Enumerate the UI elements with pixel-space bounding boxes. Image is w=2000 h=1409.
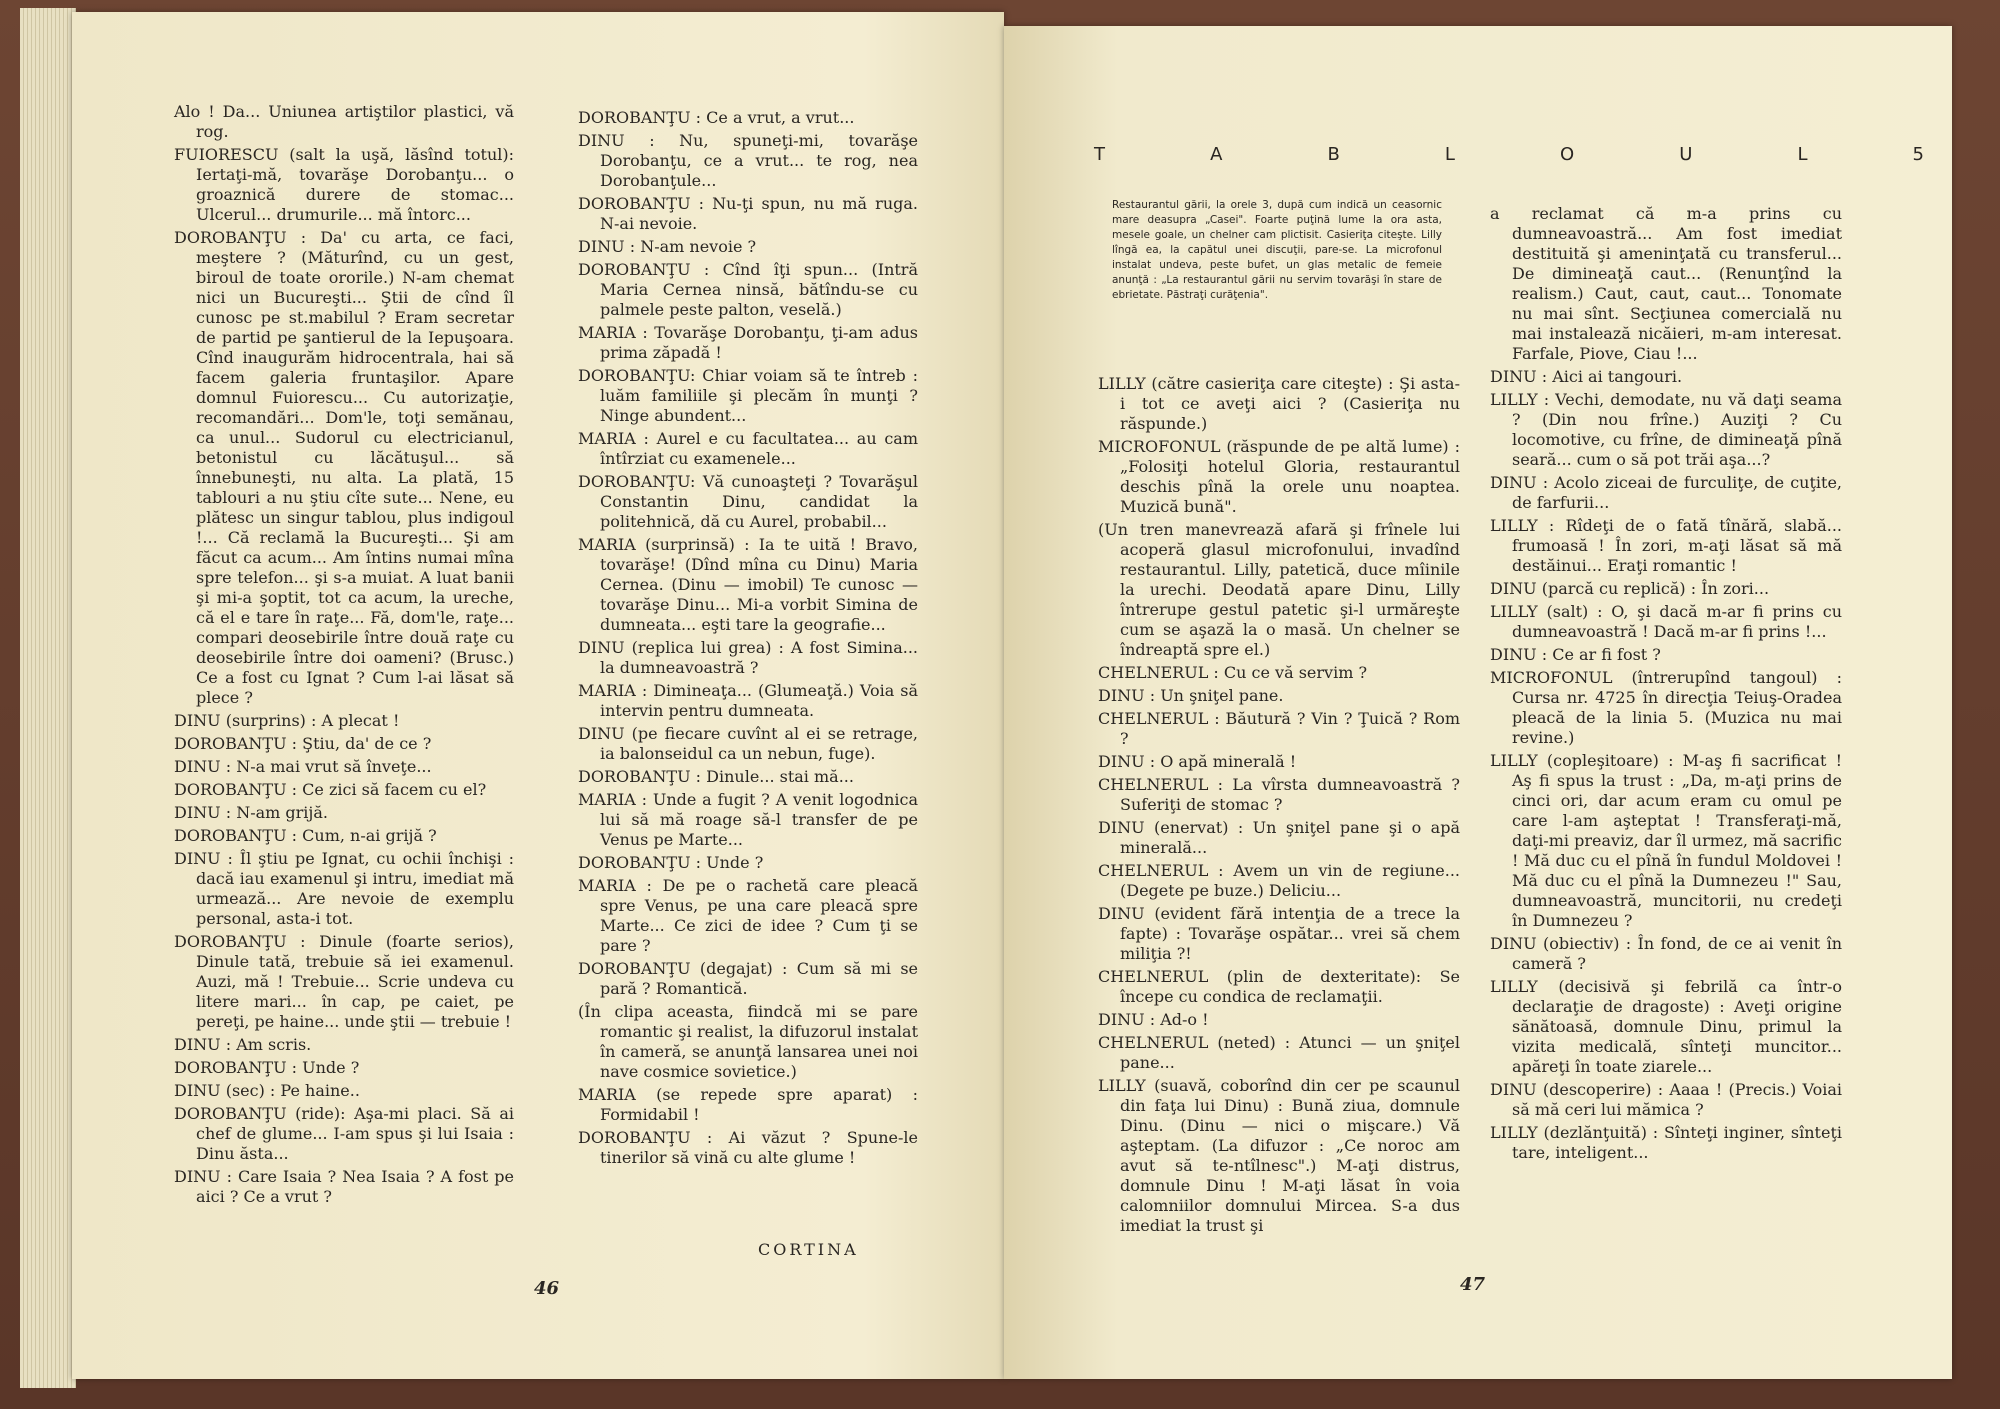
script-line: CHELNERUL (plin de dexteritate): Se începe cu condica de reclamaţii. <box>1098 967 1460 1006</box>
script-line: DOROBANŢU : Dinule (foarte serios), Dinule tată, trebuie să iei examenul. Auzi, mă ! Trebuie... Scrie undeva cu litere mari... în cap, pe caiet, pe pereţi, pe haine... unde ştii — trebuie ! <box>174 932 514 1031</box>
script-line: DOROBANŢU: Vă cunoaşteţi ? Tovarăşul Constantin Dinu, candidat la politehnică, dă cu Aurel, probabil... <box>578 472 918 531</box>
script-line: LILLY (dezlănţuită) : Sînteţi inginer, sînteţi tare, inteligent... <box>1490 1123 1842 1162</box>
right-page <box>1004 26 1952 1379</box>
script-line: CHELNERUL (neted) : Atunci — un şniţel pane... <box>1098 1033 1460 1072</box>
script-line: LILLY (suavă, coborînd din cer pe scaunul din faţa lui Dinu) : Bună ziua, domnule Dinu. (Dinu — nici o mişcare.) Vă aşteptam. (La difuzor : „Ce noroc am avut să te-ntîlnesc".) M-aţi distrus, domnule Dinu ! M-aţi lăsat în voia calomniilor domnului Mircea. S-a dus imediat la trust şi <box>1098 1076 1460 1235</box>
page-number-46: 46 <box>534 1278 560 1299</box>
script-line: DINU : Ad-o ! <box>1098 1010 1209 1029</box>
script-line: MICROFONUL (răspunde de pe altă lume) : „Folosiţi hotelul Gloria, restaurantul deschis pînă la orele unu noaptea. Muzică bună". <box>1098 437 1460 516</box>
script-line: FUIORESCU (salt la uşă, lăsînd totul): Iertaţi-mă, tovarăşe Dorobanţu... o groaznică durere de stomac... Ulcerul... drumurile... mă întorc... <box>174 145 514 224</box>
script-line: MARIA : De pe o rachetă care pleacă spre Venus, pe una care pleacă spre Marte... Ce zici de idee ? Cum ţi se pare ? <box>578 876 918 955</box>
script-line: LILLY : Vechi, demodate, nu vă daţi seama ? (Din nou frîne.) Auziţi ? Cu locomotive, cu frîne, de dimineaţă pînă seară... cum o să pot trăi aşa...? <box>1490 390 1842 469</box>
script-line: DOROBANŢU (ride): Aşa-mi placi. Să ai chef de glume... I-am spus şi lui Isaia : Dinu ăsta... <box>174 1104 514 1163</box>
script-line: DOROBANŢU : Ai văzut ? Spune-le tinerilor să vină cu alte glume ! <box>578 1128 918 1167</box>
script-line: DINU : Ce ar fi fost ? <box>1490 645 1661 664</box>
script-line: DINU : Îl ştiu pe Ignat, cu ochii închişi : dacă iau examenul şi intru, imediat mă urmează... Are nevoie de exemplu personal, asta-i tot. <box>174 849 514 928</box>
left-page <box>72 12 1004 1379</box>
script-line: DINU (replica lui grea) : A fost Simina... la dumneavoastră ? <box>578 638 918 677</box>
script-line: DOROBANŢU : Cînd îţi spun... (Intră Maria Cernea ninsă, bătîndu-se cu palmele peste palton, veselă.) <box>578 260 918 319</box>
script-line: DINU : Nu, spuneţi-mi, tovarăşe Dorobanţu, ce a vrut... te rog, nea Dorobanţule... <box>578 131 918 190</box>
script-line: DOROBANŢU (degajat) : Cum să mi se pară ? Romantică. <box>578 959 918 998</box>
script-line: MARIA : Unde a fugit ? A venit logodnica lui să mă roage să-l transfer de pe Venus pe Marte... <box>578 790 918 849</box>
right-column-1 <box>1098 374 1460 1239</box>
script-line: DINU : Am scris. <box>174 1035 312 1054</box>
left-column-2 <box>578 108 918 1171</box>
page-edges <box>20 8 76 1388</box>
script-line: DINU : Un şniţel pane. <box>1098 686 1284 705</box>
script-line: DINU : N-a mai vrut să înveţe... <box>174 757 432 776</box>
page-number-47: 47 <box>1460 1274 1486 1295</box>
scene-intro: Restaurantul gării, la orele 3, după cum indică un ceasornic mare deasupra „Casei". Foarte puţină lume la ora asta, mesele goale, un chelner cam plictisit. Casieriţa citeşte. Lilly lîngă ea, la capătul unei discuţii, pare-se. La microfonul instalat undeva, peste bufet, un glas metalic de femeie anunţă : „La restaurantul gării nu servim tovarăşi în stare de ebrietate. Păstraţi curăţenia". <box>1112 199 1442 301</box>
tablou-letter: A <box>1210 144 1223 165</box>
script-line: CHELNERUL : Cu ce vă servim ? <box>1098 663 1368 682</box>
script-line: DINU : N-am grijă. <box>174 803 328 822</box>
script-line: (Un tren manevrează afară şi frînele lui acoperă glasul microfonului, invadînd restaurantul. Lilly, patetică, duce mîinile la urechi. Deodată apare Dinu, Lilly întrerupe gestul patetic şi-l urmăreşte cum se aşază la o masă. Un chelner se îndreaptă spre el.) <box>1098 520 1460 659</box>
tablou-letter: 5 <box>1912 144 1924 165</box>
script-line: LILLY (copleşitoare) : M-aş fi sacrificat ! Aş fi spus la trust : „Da, m-aţi prins de cinci ori, dar acum eram cu omul pe care l-am aşteptat ! Transferaţi-mă, daţi-mi preaviz, dar îl urmez, mă sacrific ! Mă duc cu el pînă în fundul Moldovei ! Mă duc cu el pînă la Dumnezeu !" Sau, dumneavoastră, muncitorii, nu credeţi în Dumnezeu ? <box>1490 751 1842 930</box>
script-line: DINU (pe fiecare cuvînt al ei se retrage, ia balonseidul ca un nebun, fuge). <box>578 724 918 763</box>
tablou-letter: U <box>1679 144 1693 165</box>
script-line: DOROBANŢU : Nu-ţi spun, nu mă ruga. N-ai nevoie. <box>578 194 918 233</box>
script-line: DINU (surprins) : A plecat ! <box>174 711 400 730</box>
script-line: DOROBANŢU: Chiar voiam să te întreb : luăm familiile şi plecăm în munţi ? Ninge abundent... <box>578 366 918 425</box>
script-line: a reclamat că m-a prins cu dumneavoastră... Am fost imediat destituită şi ameninţată cu transferul... De dimineaţă caut... (Renunţînd la realism.) Caut, caut, caut... Tonomate nu mai sînt. Secţiunea comercială nu mai instalează nicăieri, m-am interesat. Farfale, Piove, Ciau !... <box>1490 204 1842 363</box>
script-line: DINU (sec) : Pe haine.. <box>174 1081 360 1100</box>
script-line: MARIA : Aurel e cu facultatea... au cam întîrziat cu examenele... <box>578 429 918 468</box>
script-line: DOROBANŢU : Cum, n-ai grijă ? <box>174 826 437 845</box>
script-line: LILLY (către casieriţa care citeşte) : Şi asta-i tot ce aveţi aici ? (Casieriţa nu răspunde.) <box>1098 374 1460 433</box>
tablou-letter: O <box>1559 144 1575 165</box>
script-line: CHELNERUL : Avem un vin de regiune... (Degete pe buze.) Deliciu... <box>1098 861 1460 900</box>
script-line: LILLY (decisivă şi febrilă ca într-o declaraţie de dragoste) : Aveţi origine sănătoasă, domnule Dinu, primul la vizita medicală, sînteţi muncitor... apăreţi în toate ziarele... <box>1490 977 1842 1076</box>
script-line: MARIA (se repede spre aparat) : Formidabil ! <box>578 1085 918 1124</box>
cortina-label: CORTINA <box>758 1240 859 1259</box>
script-line: DOROBANŢU : Ce zici să facem cu el? <box>174 780 487 799</box>
script-line: MARIA : Dimineaţa... (Glumeaţă.) Voia să intervin pentru dumneata. <box>578 681 918 720</box>
script-line: (În clipa aceasta, fiindcă mi se pare romantic şi realist, la difuzorul instalat în cameră, se anunţă lansarea unei noi nave cosmice sovietice.) <box>578 1002 918 1081</box>
script-line: DINU : Care Isaia ? Nea Isaia ? A fost pe aici ? Ce a vrut ? <box>174 1167 514 1206</box>
script-line: DINU (evident fără intenţia de a trece la fapte) : Tovarăşe ospătar... vrei să chem miliţia ?! <box>1098 904 1460 963</box>
left-column-1 <box>174 102 514 1210</box>
tablou-letter: T <box>1094 144 1105 165</box>
script-line: DOROBANŢU : Ce a vrut, a vrut... <box>578 108 855 127</box>
script-line: DOROBANŢU : Ştiu, da' de ce ? <box>174 734 432 753</box>
script-line: DINU : O apă minerală ! <box>1098 752 1297 771</box>
script-line: DINU (parcă cu replică) : În zori... <box>1490 579 1770 598</box>
script-line: CHELNERUL : La vîrsta dumneavoastră ? Suferiţi de stomac ? <box>1098 775 1460 814</box>
script-line: LILLY (salt) : O, şi dacă m-ar fi prins cu dumneavoastră ! Dacă m-ar fi prins !... <box>1490 602 1842 641</box>
script-line: DOROBANŢU : Unde ? <box>578 853 764 872</box>
tablou-letter: L <box>1444 144 1455 165</box>
script-line: LILLY : Rîdeţi de o fată tînără, slabă... frumoasă ! În zori, m-aţi lăsat să mă destăinui... Eraţi romantic ! <box>1490 516 1842 575</box>
script-line: Alo ! Da... Uniunea artiştilor plastici, vă rog. <box>174 102 514 141</box>
script-line: MARIA : Tovarăşe Dorobanţu, ţi-am adus prima zăpadă ! <box>578 323 918 362</box>
script-line: DINU : N-am nevoie ? <box>578 237 757 256</box>
script-line: CHELNERUL : Băutură ? Vin ? Ţuică ? Rom ? <box>1098 709 1460 748</box>
right-column-2 <box>1490 204 1842 1166</box>
script-line: DOROBANŢU : Dinule... stai mă... <box>578 767 854 786</box>
script-line: DINU : Acolo ziceai de furculiţe, de cuţite, de farfurii... <box>1490 473 1842 512</box>
script-line: DOROBANŢU : Unde ? <box>174 1058 360 1077</box>
script-line: MICROFONUL (întrerupînd tangoul) : Cursa nr. 4725 în direcţia Teiuş-Oradea pleacă de la linia 5. (Muzica nu mai revine.) <box>1490 668 1842 747</box>
script-line: DINU (enervat) : Un şniţel pane şi o apă minerală... <box>1098 818 1460 857</box>
tablou-letter: L <box>1797 144 1808 165</box>
tablou-letter: B <box>1327 144 1340 165</box>
tablou-heading <box>1094 144 1924 165</box>
script-line: DOROBANŢU : Da' cu arta, ce faci, meştere ? (Măturînd, cu un gest, biroul de toate ororile.) N-am chemat nici un Bucureşti... Ştii de cînd îl cunosc pe st.mabilul ? Eram secretar de partid pe şantierul de la Iepuşoara. Cînd inaugurăm hidrocentrala, hai să facem galeria fruntaşilor. Apare domnul Fuiorescu... Cu autorizaţie, recomandări... Dom'le, toţi semănau, ca unul... Sudorul cu electricianul, betonistul cu lăcătuşul... să înnebuneşti, nu alta. La plată, 15 tablouri a nu ştiu cîte sute... Nene, eu plătesc un singur tablou, plus indigoul !... Că reclamă la Bucureşti... Şi am făcut ca acum... Am întins numai mîna spre telefon... şi s-a muiat. A luat banii şi mi-a şoptit, tot ca acum, la ureche, că el e tare în raţe... Fă, dom'le, raţe... compari deosebirile între două raţe cu deosebirile între doi oameni? (Brusc.) Ce a fost cu Ignat ? Cum l-ai lăsat să plece ? <box>174 228 514 707</box>
script-line: DINU (descoperire) : Aaaa ! (Precis.) Voiai să mă ceri lui mămica ? <box>1490 1080 1842 1119</box>
script-line: DINU (obiectiv) : În fond, de ce ai venit în cameră ? <box>1490 934 1842 973</box>
script-line: MARIA (surprinsă) : Ia te uită ! Bravo, tovarăşe! (Dînd mîna cu Dinu) Maria Cernea. (Dinu — imobil) Te cunosc — tovarăşe Dinu... Mi-a vorbit Simina de dumneata... eşti tare la geografie... <box>578 535 918 634</box>
script-line: DINU : Aici ai tangouri. <box>1490 367 1683 386</box>
